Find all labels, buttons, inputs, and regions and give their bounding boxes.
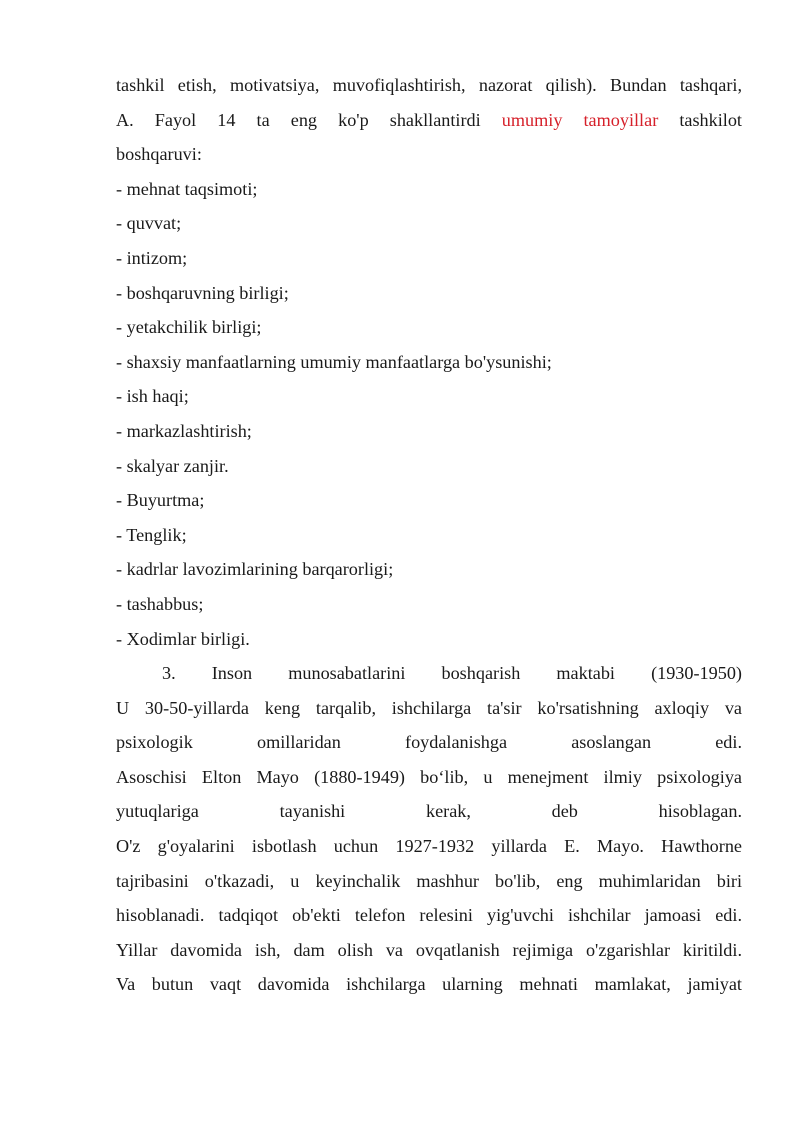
- list-item: - ish haqi;: [116, 386, 189, 407]
- highlighted-term: umumiy tamoyillar: [501, 109, 659, 130]
- list-item: - Xodimlar birligi.: [116, 628, 250, 649]
- list-item: - Buyurtma;: [116, 490, 205, 511]
- list-item: - boshqaruvning birligi;: [116, 282, 289, 303]
- paragraph-line: O'z g'oyalarini isbotlash uchun 1927-1932 yillarda E. Mayo. Hawthorne: [116, 836, 742, 857]
- intro-line-2-start: A. Fayol 14 ta eng ko'p shakllantirdi: [116, 109, 481, 130]
- paragraph-line: U 30-50-yillarda keng tarqalib, ishchilarga ta'sir ko'rsatishning axloqiy va: [116, 697, 742, 718]
- paragraph-line: Asoschisi Elton Mayo (1880-1949) bo‘lib, u menejment ilmiy psixologiya: [116, 766, 742, 787]
- paragraph-line: psixologik omillaridan foydalanishga asoslangan edi.: [116, 732, 742, 753]
- document-body: [116, 68, 742, 1002]
- list-item: - mehnat taqsimoti;: [116, 178, 258, 199]
- list-item: - tashabbus;: [116, 593, 204, 614]
- paragraph-line: Yillar davomida ish, dam olish va ovqatlanish rejimiga o'zgarishlar kiritildi.: [116, 939, 742, 960]
- principles-list: [116, 172, 742, 656]
- intro-line-3: boshqaruvi:: [116, 144, 202, 165]
- paragraph-line: Va butun vaqt davomida ishchilarga ularning mehnati mamlakat, jamiyat: [116, 974, 742, 995]
- paragraph-line: tajribasini o'tkazadi, u keyinchalik mashhur bo'lib, eng muhimlaridan biri: [116, 870, 742, 891]
- list-item: - markazlashtirish;: [116, 420, 252, 441]
- list-item: - skalyar zanjir.: [116, 455, 229, 476]
- paragraph-line: yutuqlariga tayanishi kerak, deb hisoblagan.: [116, 801, 742, 822]
- section-3-heading-line: 3. Inson munosabatlarini boshqarish maktabi (1930-1950): [162, 663, 742, 684]
- list-item: - kadrlar lavozimlarining barqarorligi;: [116, 559, 394, 580]
- list-item: - yetakchilik birligi;: [116, 317, 262, 338]
- intro-line-1: tashkil etish, motivatsiya, muvofiqlashtirish, nazorat qilish). Bundan tashqari,: [116, 75, 742, 95]
- intro-line-2: [116, 103, 742, 138]
- list-item: - quvvat;: [116, 213, 182, 234]
- section-3-paragraph: [116, 656, 742, 1002]
- paragraph-line: hisoblanadi. tadqiqot ob'ekti telefon relesini yig'uvchi ishchilar jamoasi edi.: [116, 905, 742, 926]
- list-item: - intizom;: [116, 247, 188, 268]
- list-item: - shaxsiy manfaatlarning umumiy manfaatlarga bo'ysunishi;: [116, 351, 552, 372]
- intro-line-2-end: tashkilot: [679, 109, 742, 130]
- list-item: - Tenglik;: [116, 524, 187, 545]
